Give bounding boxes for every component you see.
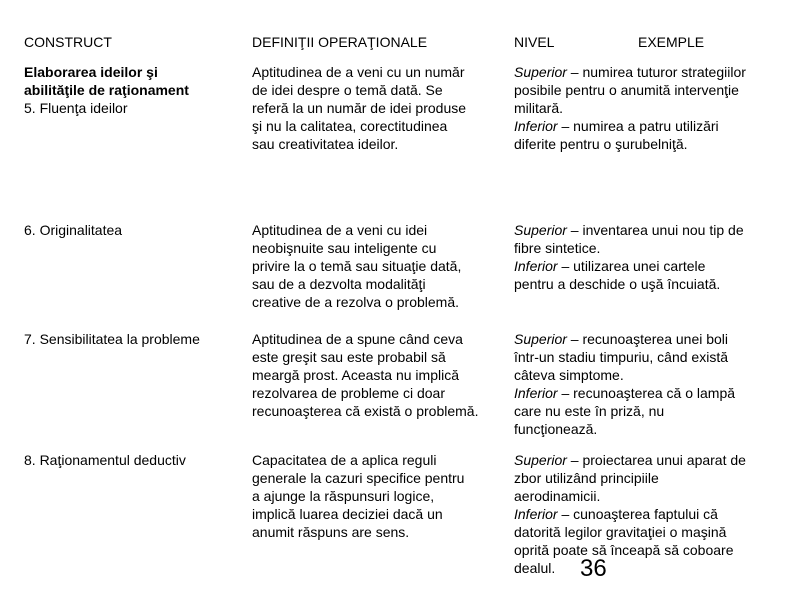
examples-cell	[514, 221, 744, 293]
construct-cell	[24, 330, 200, 348]
example-line: aerodinamicii.	[514, 488, 601, 504]
construct-group-title: Elaborarea ideilor şi	[24, 64, 158, 80]
definition-line: sau de a dezvolta modalităţi	[252, 276, 426, 292]
definition-cell	[252, 330, 478, 420]
example-line: Inferior – cunoaşterea faptului că	[514, 506, 718, 522]
construct-name: 7. Sensibilitatea la probleme	[24, 331, 200, 347]
example-level-label: Superior	[514, 331, 567, 347]
example-level-label: Inferior	[514, 506, 558, 522]
example-line: diferite pentru o şurubelniţă.	[514, 136, 688, 152]
example-line: Superior – inventarea unui nou tip de	[514, 222, 744, 238]
example-line: Superior – proiectarea unui aparat de	[514, 452, 746, 468]
definition-line: neobişnuite sau inteligente cu	[252, 240, 437, 256]
example-line: funcţionează.	[514, 421, 598, 437]
definition-line: de idei despre o temă dată. Se	[252, 82, 443, 98]
definition-line: este greşit sau este probabil să	[252, 349, 446, 365]
construct-group-title: abilităţile de raţionament	[24, 82, 189, 98]
example-line: Superior – recunoaşterea unei boli	[514, 331, 729, 347]
example-line: într-un stadiu timpuriu, când există	[514, 349, 728, 365]
definition-line: privire la o temă sau situaţie dată,	[252, 258, 462, 274]
definition-cell	[252, 451, 464, 541]
definition-line: recunoaşterea că există o problemă.	[252, 403, 479, 419]
definition-line: meargă prost. Aceasta nu implică	[252, 367, 459, 383]
example-line: zbor utilizând principiile	[514, 470, 659, 486]
example-level-label: Inferior	[514, 385, 558, 401]
definition-line: creative de a rezolva o problemă.	[252, 294, 459, 310]
examples-cell	[514, 451, 746, 577]
definition-line: Aptitudinea de a veni cu idei	[252, 222, 428, 238]
example-level-label: Superior	[514, 452, 567, 468]
example-line: militară.	[514, 100, 564, 116]
example-line: Inferior – numirea a patru utilizări	[514, 118, 719, 134]
examples-cell	[514, 63, 746, 153]
construct-cell	[24, 221, 122, 239]
construct-cell	[24, 63, 189, 117]
example-level-label: Inferior	[514, 118, 558, 134]
definition-line: a ajunge la răspunsuri logice,	[252, 488, 435, 504]
definition-line: rezolvarea de probleme ci doar	[252, 385, 445, 401]
definition-line: referă la un număr de idei produse	[252, 100, 467, 116]
example-line: câteva simptome.	[514, 367, 624, 383]
example-line: care nu este în priză, nu	[514, 403, 665, 419]
construct-name: 6. Originalitatea	[24, 222, 123, 238]
header-examples: EXEMPLE	[638, 34, 705, 50]
example-level-label: Superior	[514, 222, 567, 238]
construct-cell	[24, 451, 186, 469]
definition-line: generale la cazuri specifice pentru	[252, 470, 465, 486]
example-level-label: Inferior	[514, 258, 558, 274]
definition-line: implică luarea deciziei dacă un	[252, 506, 443, 522]
definition-line: Aptitudinea de a spune când ceva	[252, 331, 463, 347]
header-construct: CONSTRUCT	[24, 34, 112, 50]
example-line: Superior – numirea tuturor strategiilor	[514, 64, 746, 80]
example-level-label: Superior	[514, 64, 567, 80]
example-line: posibile pentru o anumită intervenţie	[514, 82, 739, 98]
example-line: datorită legilor gravitaţiei o maşină	[514, 524, 727, 540]
example-line: pentru a deschide o uşă încuiată.	[514, 276, 721, 292]
example-line: dealul.	[514, 560, 556, 576]
definition-line: sau creativitatea ideilor.	[252, 136, 399, 152]
example-line: Inferior – utilizarea unei cartele	[514, 258, 706, 274]
page-number: 36	[580, 555, 607, 582]
definition-line: anumit răspuns are sens.	[252, 524, 410, 540]
definition-cell	[252, 63, 466, 153]
header-level: NIVEL	[514, 34, 555, 50]
definition-line: şi nu la calitatea, corectitudinea	[252, 118, 448, 134]
definition-line: Capacitatea de a aplica reguli	[252, 452, 437, 468]
header-definitions: DEFINIŢII OPERAŢIONALE	[252, 34, 428, 50]
example-line: fibre sintetice.	[514, 240, 601, 256]
construct-name: 8. Raţionamentul deductiv	[24, 452, 186, 468]
example-line: oprită poate să înceapă să coboare	[514, 542, 734, 558]
definition-cell	[252, 221, 461, 311]
construct-name: 5. Fluenţa ideilor	[24, 100, 128, 116]
examples-cell	[514, 330, 735, 438]
definition-line: Aptitudinea de a veni cu un număr	[252, 64, 465, 80]
example-line: Inferior – recunoaşterea că o lampă	[514, 385, 736, 401]
